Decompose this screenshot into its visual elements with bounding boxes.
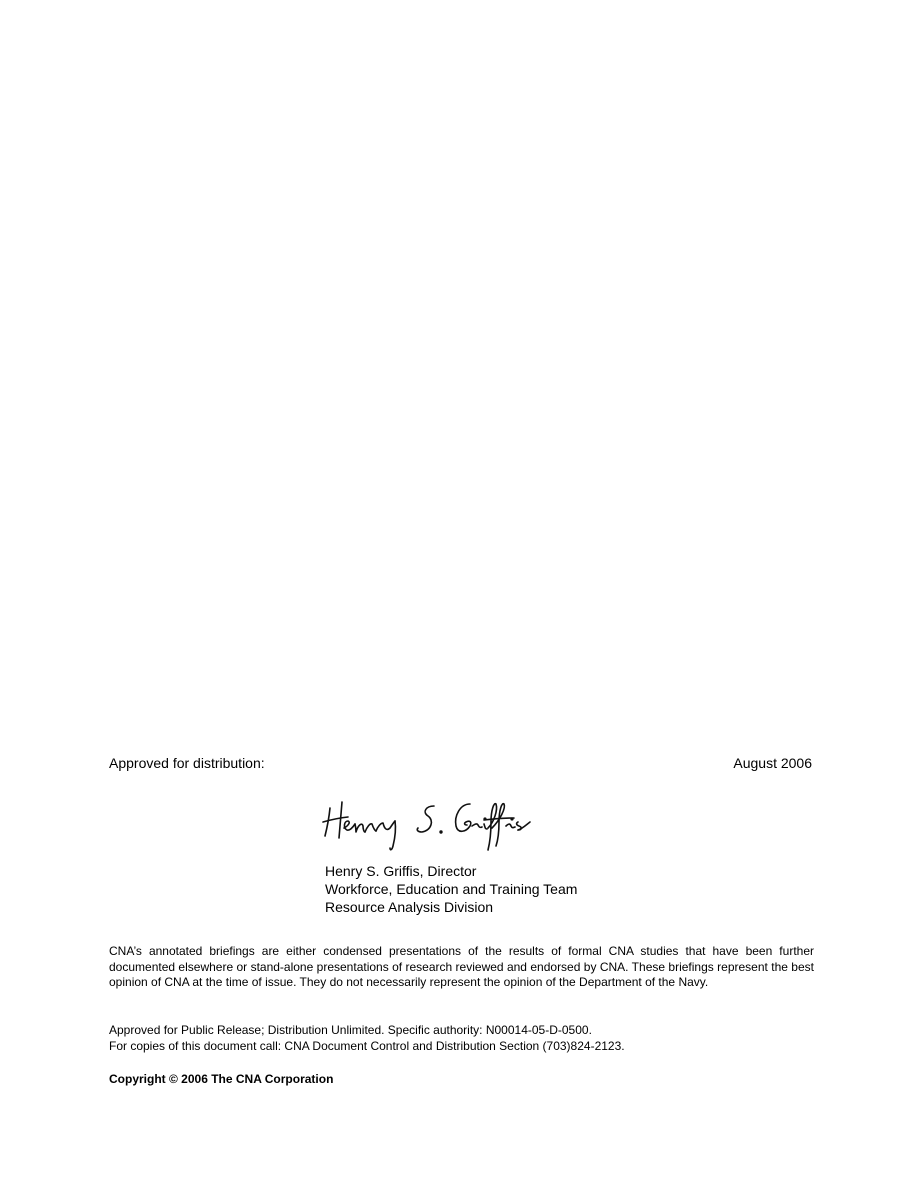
signer-name-title: Henry S. Griffis, Director	[325, 863, 477, 879]
signer-block	[325, 862, 577, 916]
signer-team: Workforce, Education and Training Team	[325, 881, 578, 897]
signer-division: Resource Analysis Division	[325, 899, 494, 915]
copyright-notice: Copyright © 2006 The CNA Corporation	[109, 1072, 334, 1086]
release-statement	[109, 1023, 814, 1054]
approval-date: August 2006	[733, 755, 812, 771]
release-copies-line: For copies of this document call: CNA Document Control and Distribution Section (703)824-2123.	[109, 1038, 625, 1053]
disclaimer-paragraph: CNA’s annotated briefings are either condensed presentations of the results of formal CNA studies that have been further documented elsewhere or stand-alone presentations of research reviewed and endorsed by CNA. These briefings represent the best opinion of CNA at the time of issue. They do not necessarily represent the opinion of the Department of the Navy.	[109, 944, 814, 989]
approval-label: Approved for distribution:	[109, 755, 265, 771]
handwritten-signature	[320, 792, 545, 854]
release-authority-line: Approved for Public Release; Distribution Unlimited. Specific authority: N00014-05-D-0500.	[109, 1023, 592, 1037]
